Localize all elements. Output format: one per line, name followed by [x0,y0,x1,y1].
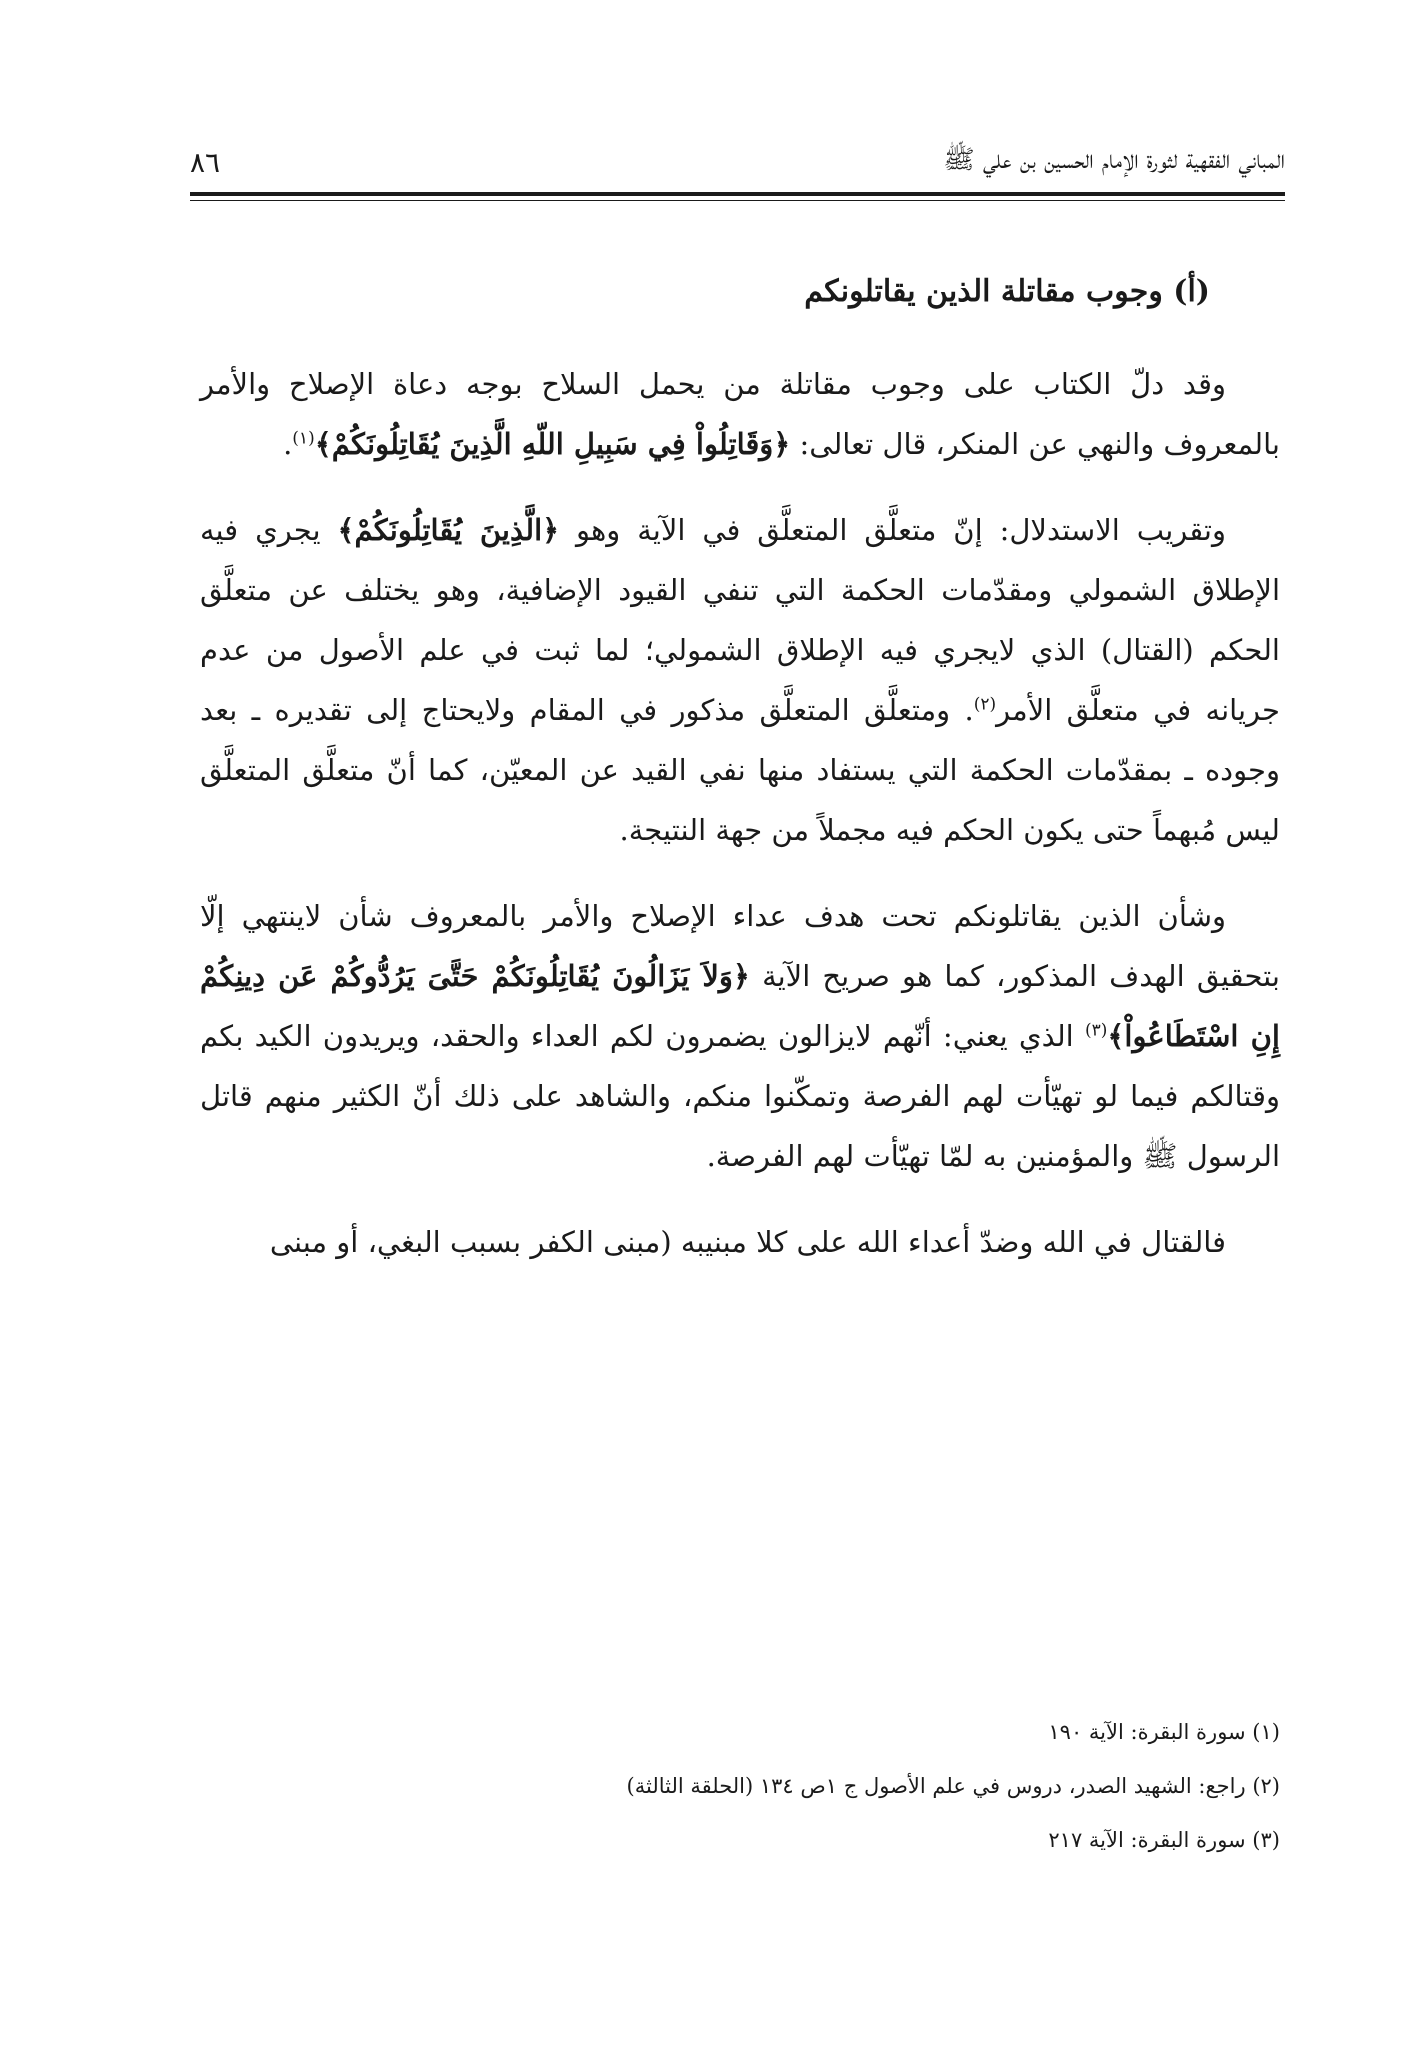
paragraph-2-text-b: يجري فيه الإطلاق الشمولي ومقدّمات الحكمة التي تنفي القيود الإضافية، وهو يختلف عن متعلَّق الحكم (القتال) الذي لايجري فيه الإطلاق الشمولي؛ لما ثبت في علم الأصول من عدم جريانه في متعلَّق الأمر [200,513,1280,727]
footnote-3: (٣) سورة البقرة: الآية ٢١٧ [1048,1828,1280,1852]
footnote-ref-1: (١) [292,428,315,449]
footnote-1: (١) سورة البقرة: الآية ١٩٠ [1048,1720,1280,1744]
paragraph-3-text-a: وشأن الذين يقاتلونكم تحت هدف عداء الإصلاح والأمر بالمعروف شأن لاينتهي إلّا بتحقيق الهدف المذكور، كما هو صريح الآية [200,899,1280,993]
paragraph-2 [200,500,1280,860]
quran-verse-2: ﴿الَّذِينَ يُقَاتِلُونَكُمْ﴾ [337,513,560,547]
paragraph-1-end: . [283,427,293,461]
paragraph-3 [200,886,1280,1186]
footnote-2: (٢) راجع: الشهيد الصدر، دروس في علم الأصول ج ١ص ١٣٤ (الحلقة الثالثة) [626,1774,1280,1798]
running-title: المباني الفقهية لثورة الإمام الحسين بن علي ﷺ [943,145,1285,175]
header-rule-thin [190,200,1285,201]
paragraph-2-text-c: . ومتعلَّق المتعلَّق مذكور في المقام ولايحتاج إلى تقديره ـ بعد وجوده ـ بمقدّمات الحكمة التي يستفاد منها نفي القيد عن المعيّن، كما أنّ متعلَّق المتعلَّق ليس مُبهماً حتى يكون الحكم فيه مجملاً من جهة النتيجة. [200,693,1280,847]
page-number: ٨٦ [190,145,221,179]
paragraph-1 [200,354,1280,474]
paragraph-2-text-a: وتقريب الاستدلال: إنّ متعلَّق المتعلَّق في الآية وهو [559,513,1227,547]
paragraph-3-text-b: الذي يعني: أنّهم لايزالون يضمرون لكم العداء والحقد، ويريدون الكيد بكم وقتالكم فيما لو تهيّأت لهم الفرصة وتمكّنوا منكم، والشاهد على ذلك أنّ الكثير منهم قاتل الرسول ﷺ والمؤمنين به لمّا تهيّأت لهم الفرصة. [200,1019,1280,1173]
quran-verse-3: ﴿وَلاَ يَزَالُونَ يُقَاتِلُونَكُمْ حَتَّىَ يَرُدُّوكُمْ عَن دِينِكُمْ إِنِ اسْتَطَاعُواْ﴾ [200,959,1280,1053]
paragraph-1-text: وقد دلّ الكتاب على وجوب مقاتلة من يحمل السلاح بوجه دعاة الإصلاح والأمر بالمعروف والنهي عن المنكر، قال تعالى: [200,367,1280,461]
footnote-ref-2: (٢) [973,694,997,715]
section-heading: (أ) وجوب مقاتلة الذين يقاتلونكم [804,274,1210,309]
body-text [200,262,1280,1298]
footnotes [200,1705,1280,1867]
footnote-ref-3: (٣) [1085,1020,1108,1041]
paragraph-4-text: فالقتال في الله وضدّ أعداء الله على كلا مبنيبه (مبنى الكفر بسبب البغي، أو مبنى [269,1225,1226,1259]
header-rule-thick [190,192,1285,196]
page-header [190,140,1285,184]
paragraph-4 [200,1212,1280,1272]
quran-verse-1: ﴿وَقَاتِلُواْ فِي سَبِيلِ اللّهِ الَّذِينَ يُقَاتِلُونَكُمْ﴾ [314,427,791,461]
